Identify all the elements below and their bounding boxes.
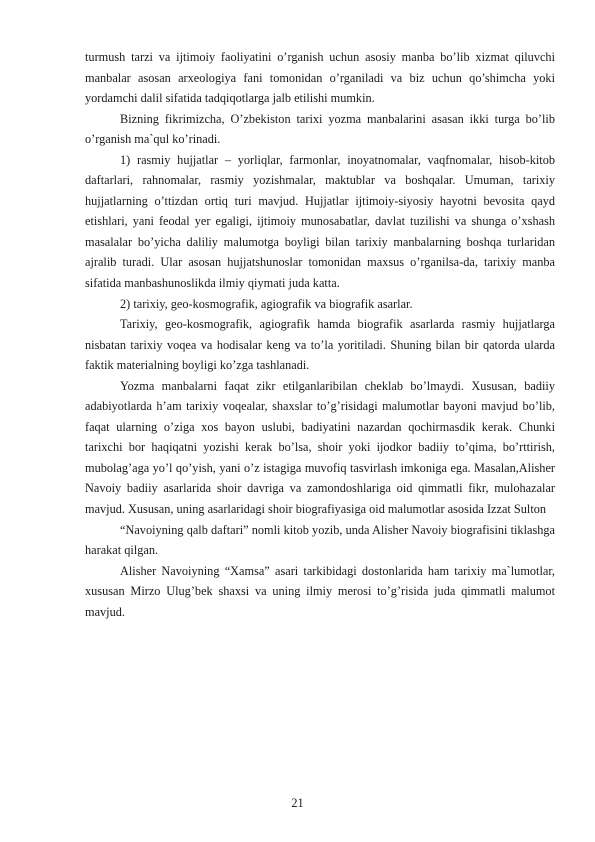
page-number: 21 xyxy=(291,796,304,810)
paragraph-2: Bizning fikrimizcha, O’zbekiston tarixi yozma manbalarini asasan ikki turga bo’lib o’rganish ma`qul ko’rinadi. xyxy=(85,111,555,147)
paragraph-5: Tarixiy, geo-kosmografik, agiografik hamda biografik asarlarda rasmiy hujjatlarga nisbatan tarixiy voqea va hodisalar keng va to’la yoritiladi. Shuning bilan bir qatorda ularda faktik materialning boyligi ko’zga tashlanadi. xyxy=(85,317,555,373)
paragraph-4: 2) tarixiy, geo-kosmografik, agiografik va biografik asarlar. xyxy=(120,296,413,311)
paragraph-3: 1) rasmiy hujjatlar – yorliqlar, farmonlar, inoyatnomalar, vaqfnomalar, hisob-kitob daftarlari, rahnomalar, rasmiy yozishmalar, maktublar va boshqalar. Umuman, tarixiy hujjatlarning o’ttizdan ortiq turi mavjud. Hujjatlar ijtimoiy-siyosiy hayotni bevosita qayd etishlari, yani feodal yer egaligi, ijtimoiy munosabatlar, davlat tuzilishi va shunga o’xshash masalalar bo’yicha daliliy malumotga boyligi bilan tarixiy manbalarning boshqa turlaridan ajralib turadi. Ular asosan hujjatshunoslar tomonidan maxsus o’rganilsa-da, tarixiy manba sifatida manbashunoslikda ilmiy qiymati juda katta. xyxy=(85,152,555,291)
paragraph-6: Yozma manbalarni faqat zikr etilganlaribilan cheklab bo’lmaydi. Xususan, badiiy adabiyotlarda h’am tarixiy voqealar, shaxslar to’g’risidagi malumotlar bayoni mavjud bo’lib, faqat ularning o’ziga xos bayon uslubi, badiyatini nazardan qochirmasdik kerak. Chunki tarixchi bor haqiqatni yozishi kerak bo’lsa, shoir yoki ijodkor badiiy to’qima, bo’rttirish, mubolag’aga yo’l qo’yish, yani o’z istagiga muvofiq tasvirlash imkoniga ega. Masalan,Alisher Navoiy badiiy asarlarida shoir davriga va zamondoshlariga oid qimmatli fikr, mulohazalar mavjud. Xususan, uning asarlaridagi shoir biografiyasiga oid malumotlar asosida Izzat Sulton xyxy=(85,378,555,517)
paragraph-8: Alisher Navoiyning “Xamsa” asari tarkibidagi dostonlarida ham tarixiy ma`lumotlar, xususan Mirzo Ulug’bek shaxsi va uning ilmiy merosi to’g’risida juda qimmatli malumot mavjud. xyxy=(85,563,555,619)
paragraph-1: turmush tarzi va ijtimoiy faoliyatini o’rganish uchun asosiy manba bo’lib xizmat qiluvchi manbalar asosan arxeologiya fani tomonidan o’rganiladi va biz uchun qo’shimcha yoki yordamchi dalil sifatida tadqiqotlarga jalb etilishi mumkin. xyxy=(85,50,555,106)
paragraph-7: “Navoiyning qalb daftari” nomli kitob yozib, unda Alisher Navoiy biografisini tiklashga harakat qilgan. xyxy=(85,522,555,558)
document-body xyxy=(85,47,555,622)
